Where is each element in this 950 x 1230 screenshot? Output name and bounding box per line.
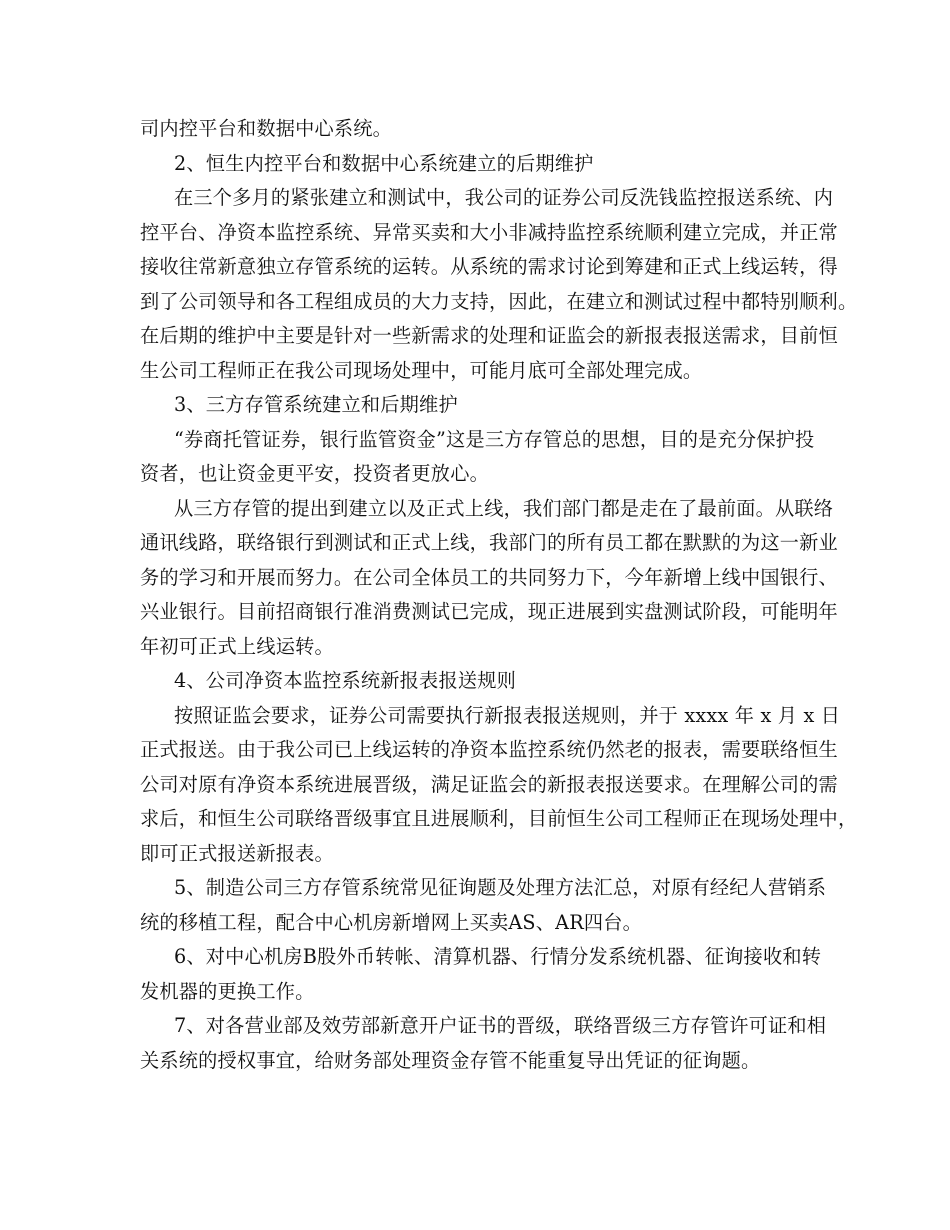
paragraph-line: 年初可正式上线运转。 xyxy=(140,634,334,658)
paragraph-line: “券商托管证券，银行监管资金”这是三方存管总的思想，目的是充分保护投 xyxy=(174,427,815,451)
list-item-7: 7、对各营业部及效劳部新意开户证书的晋级，联络晋级三方存管许可证和相 xyxy=(174,1014,827,1037)
list-item-5: 5、制造公司三方存管系统常见征询题及处理方法汇总，对原有经纪人营销系 xyxy=(174,876,827,899)
paragraph-line: 控平台、净资本监控系统、异常买卖和大小非减持监控系统顺利建立完成，并正常 xyxy=(140,220,838,244)
paragraph-line: 求后，和恒生公司联络晋级事宜且进展顺利，目前恒生公司工程师正在现场处理中， xyxy=(140,807,858,830)
document-body xyxy=(140,112,858,1078)
paragraph-line: 资者，也让资金更平安，投资者更放心。 xyxy=(140,462,489,485)
paragraph-line: 从三方存管的提出到建立以及正式上线，我们部门都是走在了最前面。从联络 xyxy=(174,496,834,520)
paragraph-line: 正式报送。由于我公司已上线运转的净资本监控系统仍然老的报表，需要联络恒生 xyxy=(140,738,838,761)
paragraph-line: 到了公司领导和各工程组成员的大力支持，因此，在建立和测试过程中都特别顺利。 xyxy=(140,289,858,313)
paragraph-line: 兴业银行。目前招商银行准消费测试已完成，现正进展到实盘测试阶段，可能明年 xyxy=(140,600,838,623)
paragraph-line: 接收往常新意独立存管系统的运转。从系统的需求讨论到筹建和正式上线运转，得 xyxy=(140,255,838,278)
section-heading-3: 3、三方存管系统建立和后期维护 xyxy=(174,393,458,416)
paragraph-line: 在三个多月的紧张建立和测试中，我公司的证券公司反洗钱监控报送系统、内 xyxy=(174,186,834,209)
paragraph-line: 在后期的维护中主要是针对一些新需求的处理和证监会的新报表报送需求，目前恒 xyxy=(140,324,838,347)
paragraph-line: 公司对原有净资本系统进展晋级，满足证监会的新报表报送要求。在理解公司的需 xyxy=(140,772,838,796)
paragraph-line: 关系统的授权事宜，给财务部处理资金存管不能重复导出凭证的征询题。 xyxy=(140,1048,761,1072)
section-heading-2: 2、恒生内控平台和数据中心系统建立的后期维护 xyxy=(174,151,594,175)
paragraph-line: 统的移植工程，配合中心机房新增网上买卖AS、AR四台。 xyxy=(140,910,643,934)
paragraph-line: 即可正式报送新报表。 xyxy=(140,841,334,865)
paragraph-line: 司内控平台和数据中心系统。 xyxy=(140,117,393,140)
list-item-6: 6、对中心机房B股外币转帐、清算机器、行情分发系统机器、征询接收和转 xyxy=(174,945,822,968)
paragraph-line: 按照证监会要求，证券公司需要执行新报表报送规则，并于 xxxx 年 x 月 x 日 xyxy=(174,703,841,727)
paragraph-line: 务的学习和开展而努力。在公司全体员工的共同努力下，今年新增上线中国银行、 xyxy=(140,565,838,589)
paragraph-line: 通讯线路，联络银行到测试和正式上线，我部门的所有员工都在默默的为这一新业 xyxy=(140,531,838,554)
section-heading-4: 4、公司净资本监控系统新报表报送规则 xyxy=(174,669,516,692)
paragraph-line: 发机器的更换工作。 xyxy=(140,979,315,1003)
paragraph-line: 生公司工程师正在我公司现场处理中，可能月底可全部处理完成。 xyxy=(140,358,703,382)
